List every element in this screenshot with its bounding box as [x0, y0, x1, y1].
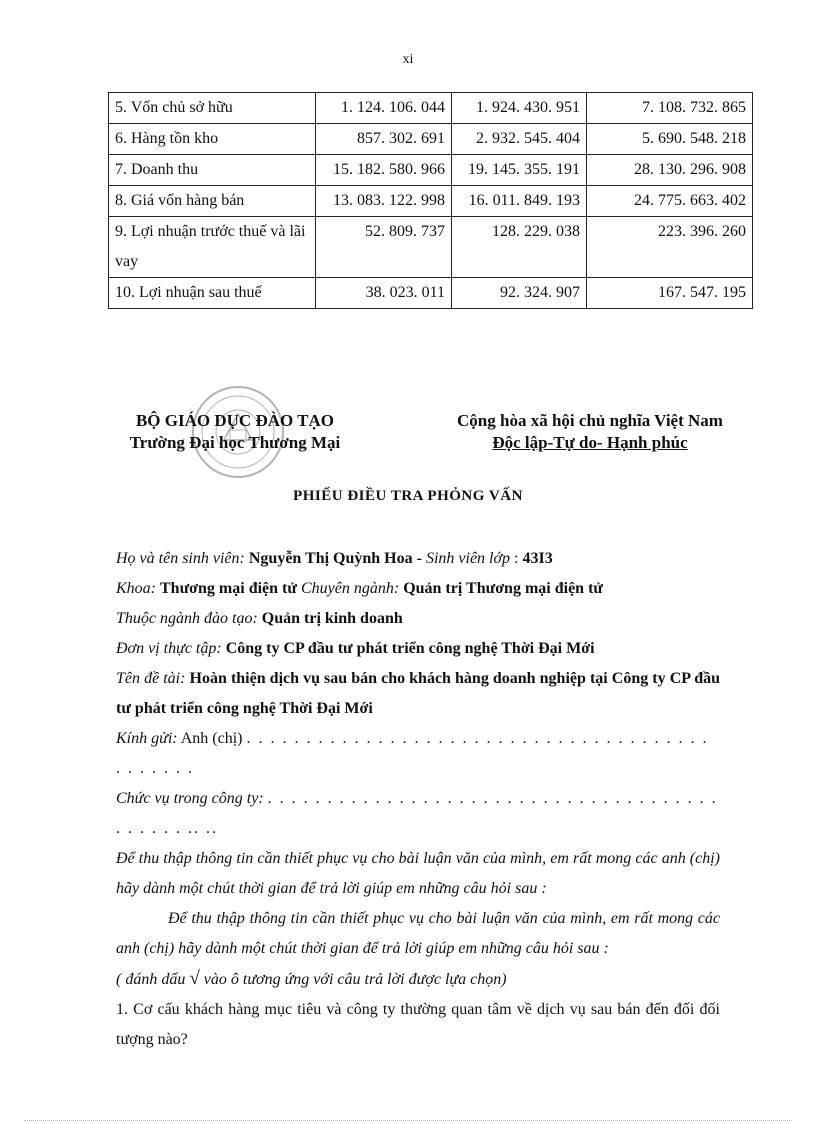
- student-line: Họ và tên sinh viên: Nguyễn Thị Quỳnh Hoa - Sinh viên lớp : 43I3: [116, 550, 553, 567]
- student-value: Nguyễn Thị Quỳnh Hoa -: [248, 550, 422, 567]
- table-row: [109, 278, 753, 309]
- table-row: [109, 155, 753, 186]
- table-row: [109, 186, 753, 217]
- row-label: 10. Lợi nhuận sau thuế: [109, 278, 316, 309]
- table-row: [109, 93, 753, 124]
- topic-label: Tên đề tài:: [116, 670, 186, 687]
- topic-value: Hoàn thiện dịch vụ sau bán cho khách hàng doanh nghiệp tại Công ty CP đầu tư phát triển công nghệ Thời Đại Mới: [116, 670, 721, 717]
- page-bottom-rule: [24, 1120, 792, 1121]
- unit-label: Đơn vị thực tập:: [116, 640, 222, 657]
- row-label: 5. Vốn chủ sở hữu: [109, 93, 316, 124]
- field-line: [116, 604, 720, 634]
- cell-value: 128. 229. 038: [452, 217, 587, 278]
- topic-line: [116, 664, 720, 724]
- cell-value: 7. 108. 732. 865: [587, 93, 753, 124]
- unit-line: [116, 634, 720, 664]
- national-header: [430, 410, 750, 454]
- row-label: 8. Giá vốn hàng bán: [109, 186, 316, 217]
- cell-value: 167. 547. 195: [587, 278, 753, 309]
- national-motto: Độc lập-Tự do- Hạnh phúc: [492, 433, 688, 452]
- position-label: Chức vụ trong công ty:: [116, 790, 264, 807]
- field-value: Quản trị kinh doanh: [261, 610, 403, 627]
- cell-value: 1. 124. 106. 044: [316, 93, 452, 124]
- cell-value: 24. 775. 663. 402: [587, 186, 753, 217]
- page-number: xi: [402, 52, 414, 67]
- recipient-value: Anh (chị): [180, 730, 243, 747]
- unit-value: Công ty CP đầu tư phát triển công nghệ Thời Đại Mới: [225, 640, 595, 657]
- recipient-label: Kính gửi:: [116, 730, 178, 747]
- cell-value: 223. 396. 260: [587, 217, 753, 278]
- cell-value: 92. 324. 907: [452, 278, 587, 309]
- recipient-dots: . . . . . . . . . . . . . . . . . . . . . . . . . . . . . . . . . . . . . . . . . . . . . .: [116, 730, 709, 777]
- university-name: Trường Đại học Thương Mại: [129, 433, 341, 452]
- cell-value: 28. 130. 296. 908: [587, 155, 753, 186]
- cell-value: 1. 924. 430. 951: [452, 93, 587, 124]
- class-label: Sinh viên lớp: [425, 550, 511, 567]
- form-title: PHIẾU ĐIỀU TRA PHỎNG VẤN: [293, 488, 523, 504]
- survey-body: [116, 544, 720, 1055]
- position-line: [116, 784, 720, 844]
- cell-value: 2. 932. 545. 404: [452, 124, 587, 155]
- intro-paragraph-repeat: Để thu thập thông tin cần thiết phục vụ cho bài luận văn của mình, em rất mong các anh (chị) hãy dành một chút thời gian để trả lời giúp em những câu hỏi sau :: [116, 910, 720, 957]
- cell-value: 16. 011. 849. 193: [452, 186, 587, 217]
- ministry-name: BỘ GIÁO DỤC ĐÀO TẠO: [135, 411, 335, 430]
- instruction-line: [116, 964, 720, 995]
- cell-value: 13. 083. 122. 998: [316, 186, 452, 217]
- faculty-value: Thương mại điện tử: [160, 580, 297, 597]
- student-label: Họ và tên sinh viên:: [116, 550, 245, 567]
- faculty-label: Khoa:: [116, 580, 156, 597]
- cell-value: 5. 690. 548. 218: [587, 124, 753, 155]
- class-value: 43I3: [522, 550, 553, 567]
- cell-value: 857. 302. 691: [316, 124, 452, 155]
- cell-value: 52. 809. 737: [316, 217, 452, 278]
- major-label: Chuyên ngành:: [300, 580, 400, 597]
- major-value: Quản trị Thương mại điện tử: [403, 580, 603, 597]
- question-1: 1. Cơ cấu khách hàng mục tiêu và công ty thường quan tâm về dịch vụ sau bán đến đối đối tượng nào?: [116, 1001, 720, 1048]
- table-row: [109, 217, 753, 278]
- recipient-line: [116, 724, 720, 784]
- intro-paragraph: Để thu thập thông tin cần thiết phục vụ cho bài luận văn của mình, em rất mong các anh (chị) hãy dành một chút thời gian để trả lời giúp em những câu hỏi sau :: [116, 850, 720, 897]
- country-name: Cộng hòa xã hội chủ nghĩa Việt Nam: [457, 411, 723, 430]
- faculty-line: [116, 574, 720, 604]
- table-row: [109, 124, 753, 155]
- row-label: 7. Doanh thu: [109, 155, 316, 186]
- cell-value: 15. 182. 580. 966: [316, 155, 452, 186]
- instruction-start: ( đánh dấu: [116, 971, 186, 988]
- position-dots: . . . . . . . . . . . . . . . . . . . . . . . . . . . . . . . . . . . . . . . . . . . . .. ..: [116, 790, 718, 837]
- cell-value: 19. 145. 355. 191: [452, 155, 587, 186]
- cell-value: 38. 023. 011: [316, 278, 452, 309]
- instruction-end: vào ô tương ứng với câu trả lời được lựa chọn): [203, 971, 507, 988]
- row-label: 6. Hàng tồn kho: [109, 124, 316, 155]
- ministry-header: [100, 410, 370, 454]
- financial-table: [108, 92, 753, 309]
- row-label: 9. Lợi nhuận trước thuế và lãi vay: [109, 217, 316, 278]
- field-label: Thuộc ngành đào tạo:: [116, 610, 258, 627]
- checkmark-icon: √: [189, 968, 200, 989]
